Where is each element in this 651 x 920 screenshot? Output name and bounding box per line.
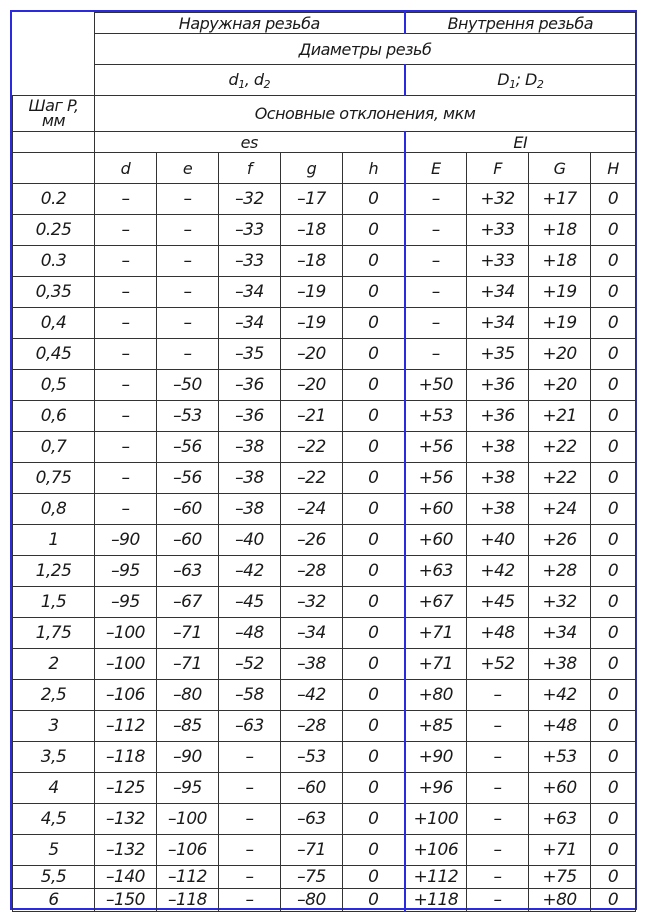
- deviation-cell-e: –106: [157, 835, 219, 866]
- deviation-cell-g: –22: [281, 432, 343, 463]
- deviation-cell-g: –75: [281, 866, 343, 889]
- deviation-cell-d: –: [95, 246, 157, 277]
- deviation-cell-h: 0: [343, 804, 405, 835]
- deviation-cell-g: –32: [281, 587, 343, 618]
- deviation-cell-f: –45: [219, 587, 281, 618]
- deviation-cell-h: 0: [343, 370, 405, 401]
- deviation-cell-F: +36: [467, 370, 529, 401]
- deviation-cell-H: 0: [591, 773, 636, 804]
- deviation-cell-G: +42: [529, 680, 591, 711]
- deviation-cell-d: –95: [95, 587, 157, 618]
- deviation-cell-F: +32: [467, 184, 529, 215]
- column-header-d: d: [95, 153, 157, 184]
- table-row: [13, 587, 636, 618]
- deviation-cell-G: +80: [529, 889, 591, 912]
- inner-thread-header: Внутрення резьба: [405, 13, 636, 34]
- deviation-cell-E: +71: [405, 618, 467, 649]
- deviation-cell-E: +100: [405, 804, 467, 835]
- deviation-cell-E: +112: [405, 866, 467, 889]
- deviation-cell-E: +53: [405, 401, 467, 432]
- deviation-cell-d: –95: [95, 556, 157, 587]
- pitch-cell: 3,5: [13, 742, 95, 773]
- deviation-cell-e: –50: [157, 370, 219, 401]
- deviation-cell-g: –26: [281, 525, 343, 556]
- deviation-cell-h: 0: [343, 525, 405, 556]
- deviation-cell-f: –32: [219, 184, 281, 215]
- deviation-cell-G: +28: [529, 556, 591, 587]
- deviation-cell-F: +42: [467, 556, 529, 587]
- deviation-cell-F: +35: [467, 339, 529, 370]
- pitch-cell: 0,8: [13, 494, 95, 525]
- deviation-cell-d: –125: [95, 773, 157, 804]
- deviation-cell-f: –36: [219, 401, 281, 432]
- table-row: [13, 246, 636, 277]
- deviation-cell-E: –: [405, 339, 467, 370]
- deviation-cell-F: +34: [467, 277, 529, 308]
- deviation-cell-F: +45: [467, 587, 529, 618]
- table-row: [13, 835, 636, 866]
- deviation-cell-d: –90: [95, 525, 157, 556]
- deviation-cell-G: +53: [529, 742, 591, 773]
- deviation-cell-H: 0: [591, 587, 636, 618]
- deviation-cell-d: –150: [95, 889, 157, 912]
- table-row: [13, 680, 636, 711]
- pitch-cell: 0,4: [13, 308, 95, 339]
- deviation-cell-e: –56: [157, 432, 219, 463]
- deviation-cell-d: –132: [95, 835, 157, 866]
- deviation-cell-h: 0: [343, 680, 405, 711]
- deviation-cell-h: 0: [343, 463, 405, 494]
- deviation-cell-d: –: [95, 308, 157, 339]
- deviation-cell-H: 0: [591, 866, 636, 889]
- deviation-cell-g: –42: [281, 680, 343, 711]
- table-row: [13, 215, 636, 246]
- deviation-cell-d: –: [95, 339, 157, 370]
- deviation-cell-F: –: [467, 804, 529, 835]
- deviation-cell-h: 0: [343, 184, 405, 215]
- column-header-e: e: [157, 153, 219, 184]
- table-row: [13, 494, 636, 525]
- deviation-cell-e: –: [157, 215, 219, 246]
- deviation-cell-F: +38: [467, 463, 529, 494]
- deviation-cell-h: 0: [343, 246, 405, 277]
- deviation-cell-F: +36: [467, 401, 529, 432]
- column-header-H: H: [591, 153, 636, 184]
- pitch-cell: 0,35: [13, 277, 95, 308]
- deviation-cell-F: –: [467, 773, 529, 804]
- column-header-F: F: [467, 153, 529, 184]
- deviation-cell-f: –36: [219, 370, 281, 401]
- deviation-cell-f: –35: [219, 339, 281, 370]
- deviation-cell-g: –18: [281, 215, 343, 246]
- deviation-cell-H: 0: [591, 711, 636, 742]
- deviation-cell-e: –60: [157, 525, 219, 556]
- table-row: [13, 370, 636, 401]
- deviation-cell-H: 0: [591, 835, 636, 866]
- pitch-cell: 4: [13, 773, 95, 804]
- deviation-cell-F: –: [467, 711, 529, 742]
- deviation-cell-H: 0: [591, 525, 636, 556]
- table-row: [13, 463, 636, 494]
- deviation-cell-E: –: [405, 215, 467, 246]
- column-header-E: E: [405, 153, 467, 184]
- deviation-cell-f: –: [219, 773, 281, 804]
- deviation-cell-h: 0: [343, 432, 405, 463]
- deviation-cell-G: +75: [529, 866, 591, 889]
- deviation-cell-e: –71: [157, 649, 219, 680]
- outer-thread-header: Наружная резьба: [95, 13, 405, 34]
- deviation-cell-f: –63: [219, 711, 281, 742]
- deviation-cell-d: –100: [95, 618, 157, 649]
- deviation-cell-d: –106: [95, 680, 157, 711]
- deviation-cell-g: –28: [281, 711, 343, 742]
- deviation-cell-F: –: [467, 680, 529, 711]
- deviation-cell-f: –: [219, 866, 281, 889]
- deviation-cell-F: +34: [467, 308, 529, 339]
- deviation-cell-h: 0: [343, 773, 405, 804]
- deviation-cell-F: +48: [467, 618, 529, 649]
- corner-cell: [13, 13, 95, 96]
- deviation-cell-H: 0: [591, 463, 636, 494]
- deviation-cell-f: –42: [219, 556, 281, 587]
- pitch-cell: 5: [13, 835, 95, 866]
- deviation-cell-h: 0: [343, 618, 405, 649]
- deviation-cell-g: –34: [281, 618, 343, 649]
- deviation-cell-E: +56: [405, 432, 467, 463]
- deviation-cell-G: +17: [529, 184, 591, 215]
- deviation-cell-e: –118: [157, 889, 219, 912]
- deviation-cell-H: 0: [591, 308, 636, 339]
- deviation-cell-H: 0: [591, 742, 636, 773]
- deviation-cell-H: 0: [591, 277, 636, 308]
- deviation-cell-f: –40: [219, 525, 281, 556]
- deviation-cell-E: –: [405, 308, 467, 339]
- deviation-cell-E: –: [405, 277, 467, 308]
- deviation-cell-H: 0: [591, 370, 636, 401]
- table-row: [13, 742, 636, 773]
- deviation-cell-E: +50: [405, 370, 467, 401]
- deviation-cell-d: –140: [95, 866, 157, 889]
- deviation-cell-G: +22: [529, 432, 591, 463]
- deviation-cell-d: –: [95, 432, 157, 463]
- diameters-header: Диаметры резьб: [95, 34, 636, 65]
- deviation-cell-H: 0: [591, 889, 636, 912]
- deviation-cell-f: –38: [219, 463, 281, 494]
- deviation-cell-h: 0: [343, 401, 405, 432]
- deviation-cell-d: –100: [95, 649, 157, 680]
- table-row: [13, 649, 636, 680]
- deviation-cell-F: –: [467, 889, 529, 912]
- deviation-cell-f: –: [219, 835, 281, 866]
- deviation-cell-e: –53: [157, 401, 219, 432]
- table-row: [13, 866, 636, 889]
- deviation-cell-e: –95: [157, 773, 219, 804]
- deviation-cell-g: –22: [281, 463, 343, 494]
- deviation-cell-f: –: [219, 804, 281, 835]
- deviation-cell-G: +20: [529, 339, 591, 370]
- deviation-cell-d: –: [95, 401, 157, 432]
- pitch-cell: 1,5: [13, 587, 95, 618]
- deviation-cell-H: 0: [591, 339, 636, 370]
- deviation-cell-g: –20: [281, 339, 343, 370]
- pitch-cell: 0,7: [13, 432, 95, 463]
- outer-diameters-label: $d_1$, $d_2$: [95, 65, 405, 96]
- deviation-cell-e: –71: [157, 618, 219, 649]
- deviation-cell-h: 0: [343, 742, 405, 773]
- deviation-cell-e: –: [157, 277, 219, 308]
- deviation-cell-f: –33: [219, 246, 281, 277]
- deviation-cell-E: +60: [405, 525, 467, 556]
- inner-diameters-label: $D_1$; $D_2$: [405, 65, 636, 96]
- es-header: es: [95, 132, 405, 153]
- deviation-cell-e: –100: [157, 804, 219, 835]
- deviation-cell-f: –34: [219, 277, 281, 308]
- deviation-cell-H: 0: [591, 556, 636, 587]
- deviation-cell-f: –34: [219, 308, 281, 339]
- deviation-cell-G: +38: [529, 649, 591, 680]
- column-header-g: g: [281, 153, 343, 184]
- deviation-cell-g: –60: [281, 773, 343, 804]
- deviation-cell-e: –67: [157, 587, 219, 618]
- deviation-cell-E: +80: [405, 680, 467, 711]
- deviation-cell-f: –33: [219, 215, 281, 246]
- deviation-cell-e: –90: [157, 742, 219, 773]
- deviation-cell-F: –: [467, 866, 529, 889]
- deviation-cell-G: +34: [529, 618, 591, 649]
- deviation-cell-G: +26: [529, 525, 591, 556]
- deviation-cell-E: +60: [405, 494, 467, 525]
- deviation-cell-G: +71: [529, 835, 591, 866]
- deviation-cell-h: 0: [343, 889, 405, 912]
- table-row: [13, 184, 636, 215]
- deviation-cell-E: +118: [405, 889, 467, 912]
- deviation-cell-G: +19: [529, 308, 591, 339]
- deviation-cell-F: –: [467, 742, 529, 773]
- deviation-cell-h: 0: [343, 866, 405, 889]
- deviation-cell-e: –: [157, 339, 219, 370]
- table-row: [13, 773, 636, 804]
- column-header-G: G: [529, 153, 591, 184]
- deviation-cell-d: –: [95, 494, 157, 525]
- deviation-cell-F: +40: [467, 525, 529, 556]
- deviation-cell-d: –: [95, 184, 157, 215]
- deviation-cell-f: –: [219, 742, 281, 773]
- pitch-cell: 0,45: [13, 339, 95, 370]
- pitch-header: Шаг P, мм: [13, 96, 95, 132]
- deviation-cell-g: –24: [281, 494, 343, 525]
- pitch-cell: 1: [13, 525, 95, 556]
- pitch-cell: 2: [13, 649, 95, 680]
- deviation-cell-h: 0: [343, 494, 405, 525]
- deviation-cell-E: +71: [405, 649, 467, 680]
- pitch-cell: 0.3: [13, 246, 95, 277]
- deviation-cell-H: 0: [591, 432, 636, 463]
- deviation-cell-E: +85: [405, 711, 467, 742]
- deviation-cell-E: +56: [405, 463, 467, 494]
- pitch-blank-cell-2: [13, 153, 95, 184]
- deviation-cell-E: –: [405, 246, 467, 277]
- deviation-cell-F: +33: [467, 246, 529, 277]
- deviation-cell-F: +52: [467, 649, 529, 680]
- deviation-cell-F: +38: [467, 432, 529, 463]
- EI-header: EI: [405, 132, 636, 153]
- deviation-cell-f: –38: [219, 494, 281, 525]
- table-row: [13, 556, 636, 587]
- deviation-cell-d: –: [95, 277, 157, 308]
- deviation-cell-e: –85: [157, 711, 219, 742]
- deviation-cell-F: +33: [467, 215, 529, 246]
- deviation-cell-g: –17: [281, 184, 343, 215]
- deviation-cell-G: +63: [529, 804, 591, 835]
- deviation-cell-d: –: [95, 215, 157, 246]
- pitch-cell: 4,5: [13, 804, 95, 835]
- table-row: [13, 525, 636, 556]
- pitch-cell: 2,5: [13, 680, 95, 711]
- deviation-cell-G: +18: [529, 246, 591, 277]
- pitch-cell: 6: [13, 889, 95, 912]
- deviation-cell-G: +22: [529, 463, 591, 494]
- deviation-cell-E: +90: [405, 742, 467, 773]
- deviation-cell-e: –: [157, 184, 219, 215]
- deviation-cell-f: –58: [219, 680, 281, 711]
- deviation-cell-g: –21: [281, 401, 343, 432]
- table-row: [13, 339, 636, 370]
- deviation-cell-h: 0: [343, 308, 405, 339]
- deviation-cell-H: 0: [591, 246, 636, 277]
- deviation-cell-g: –19: [281, 308, 343, 339]
- deviation-cell-g: –71: [281, 835, 343, 866]
- deviation-cell-h: 0: [343, 649, 405, 680]
- deviation-cell-f: –52: [219, 649, 281, 680]
- deviation-cell-H: 0: [591, 649, 636, 680]
- deviation-cell-e: –56: [157, 463, 219, 494]
- table-row: [13, 889, 636, 912]
- table-row: [13, 308, 636, 339]
- deviation-cell-e: –60: [157, 494, 219, 525]
- deviation-cell-e: –: [157, 308, 219, 339]
- deviation-cell-g: –63: [281, 804, 343, 835]
- deviation-cell-G: +20: [529, 370, 591, 401]
- deviation-cell-h: 0: [343, 277, 405, 308]
- deviation-cell-G: +48: [529, 711, 591, 742]
- deviation-cell-g: –38: [281, 649, 343, 680]
- thread-deviation-table: [12, 12, 636, 912]
- pitch-cell: 0,5: [13, 370, 95, 401]
- deviation-cell-E: –: [405, 184, 467, 215]
- deviation-cell-E: +63: [405, 556, 467, 587]
- deviation-cell-g: –20: [281, 370, 343, 401]
- deviation-cell-H: 0: [591, 618, 636, 649]
- deviation-cell-H: 0: [591, 215, 636, 246]
- pitch-cell: 0,75: [13, 463, 95, 494]
- deviation-cell-h: 0: [343, 215, 405, 246]
- deviation-cell-g: –28: [281, 556, 343, 587]
- deviation-cell-e: –: [157, 246, 219, 277]
- table-row: [13, 432, 636, 463]
- deviation-cell-G: +18: [529, 215, 591, 246]
- deviation-cell-H: 0: [591, 804, 636, 835]
- deviation-cell-d: –: [95, 463, 157, 494]
- pitch-cell: 1,25: [13, 556, 95, 587]
- deviation-cell-e: –112: [157, 866, 219, 889]
- deviation-cell-G: +21: [529, 401, 591, 432]
- pitch-blank-cell: [13, 132, 95, 153]
- deviation-cell-d: –132: [95, 804, 157, 835]
- deviation-cell-d: –118: [95, 742, 157, 773]
- pitch-cell: 3: [13, 711, 95, 742]
- deviation-cell-g: –80: [281, 889, 343, 912]
- deviation-cell-H: 0: [591, 401, 636, 432]
- deviation-cell-d: –: [95, 370, 157, 401]
- table-row: [13, 277, 636, 308]
- deviation-cell-G: +24: [529, 494, 591, 525]
- deviation-cell-G: +32: [529, 587, 591, 618]
- main-deviations-header: Основные отклонения, мкм: [95, 96, 636, 132]
- deviation-cell-d: –112: [95, 711, 157, 742]
- deviation-cell-H: 0: [591, 184, 636, 215]
- deviation-cell-G: +60: [529, 773, 591, 804]
- pitch-cell: 0.2: [13, 184, 95, 215]
- deviation-cell-F: –: [467, 835, 529, 866]
- deviation-cell-h: 0: [343, 711, 405, 742]
- deviation-cell-h: 0: [343, 339, 405, 370]
- deviation-cell-h: 0: [343, 556, 405, 587]
- table-row: [13, 618, 636, 649]
- deviation-cell-E: +96: [405, 773, 467, 804]
- deviation-cell-E: +106: [405, 835, 467, 866]
- pitch-cell: 0.25: [13, 215, 95, 246]
- pitch-cell: 5,5: [13, 866, 95, 889]
- table-row: [13, 401, 636, 432]
- deviation-cell-e: –80: [157, 680, 219, 711]
- deviation-cell-g: –19: [281, 277, 343, 308]
- deviation-cell-f: –48: [219, 618, 281, 649]
- deviation-cell-H: 0: [591, 680, 636, 711]
- deviation-cell-H: 0: [591, 494, 636, 525]
- pitch-cell: 0,6: [13, 401, 95, 432]
- deviation-cell-f: –: [219, 889, 281, 912]
- deviation-cell-g: –18: [281, 246, 343, 277]
- deviation-cell-E: +67: [405, 587, 467, 618]
- deviation-cell-g: –53: [281, 742, 343, 773]
- deviation-cell-h: 0: [343, 835, 405, 866]
- column-header-h: h: [343, 153, 405, 184]
- table-row: [13, 804, 636, 835]
- column-header-f: f: [219, 153, 281, 184]
- deviation-cell-e: –63: [157, 556, 219, 587]
- deviation-cell-F: +38: [467, 494, 529, 525]
- deviation-cell-f: –38: [219, 432, 281, 463]
- deviation-cell-h: 0: [343, 587, 405, 618]
- pitch-cell: 1,75: [13, 618, 95, 649]
- deviation-cell-G: +19: [529, 277, 591, 308]
- table-row: [13, 711, 636, 742]
